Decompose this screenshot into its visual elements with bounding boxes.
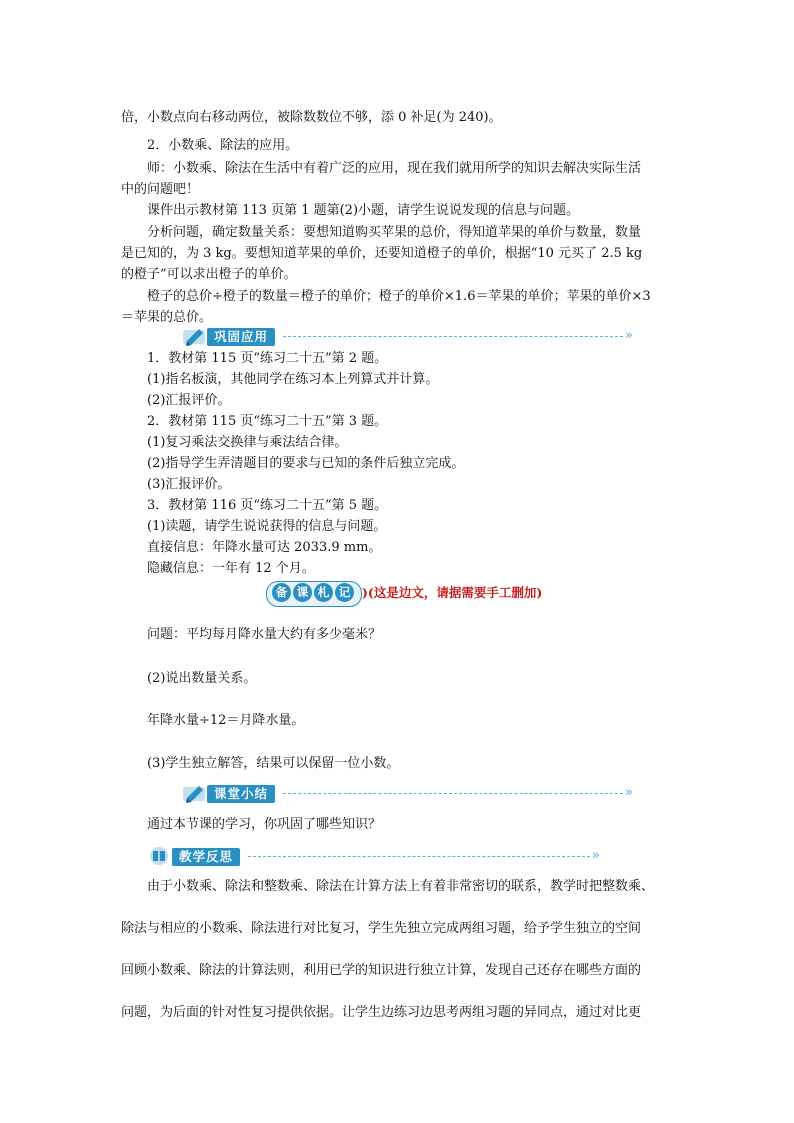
practice-line: 直接信息：年降水量可达 2033.9 mm。 — [147, 540, 382, 555]
body-line: 通过本节课的学习，你巩固了哪些知识？ — [147, 817, 382, 832]
reflection-line: 由于小数乘、除法和整数乘、除法在计算方法上有着非常密切的联系，教学时把整数乘、 — [147, 879, 655, 894]
practice-line: 2．教材第 115 页“练习二十五”第 3 题。 — [147, 414, 388, 429]
practice-line: (1)指名板演，其他同学在练习本上列算式并计算。 — [147, 372, 439, 387]
body-line: (2)说出数量关系。 — [147, 671, 257, 686]
reflection-line: 问题，为后面的针对性复习提供依据。让学生边练习边思考两组习题的异同点，通过对比更 — [121, 1005, 642, 1020]
practice-line: (1)读题，请学生说说获得的信息与问题。 — [147, 519, 387, 534]
body-line: 的橙子”可以求出橙子的单价。 — [121, 267, 297, 282]
practice-line: 3．教材第 116 页“练习二十五”第 5 题。 — [147, 498, 388, 513]
notes-char: 课 — [293, 583, 312, 602]
body-line: (3)学生独立解答，结果可以保留一位小数。 — [147, 756, 400, 771]
section-header-summary — [183, 783, 643, 805]
practice-line: (2)汇报评价。 — [147, 393, 231, 408]
body-line: 倍，小数点向右移动两位，被除数数位不够，添 0 补足(为 240)。 — [121, 110, 502, 125]
practice-line: (2)指导学生弄清题目的要求与已知的条件后独立完成。 — [147, 456, 465, 471]
section-title: 巩固应用 — [207, 328, 275, 346]
notes-char: 备 — [272, 583, 291, 602]
notes-char: 记 — [335, 583, 354, 602]
practice-line: 隐藏信息：一年有 12 个月。 — [147, 561, 315, 576]
section-title: 课堂小结 — [207, 785, 275, 803]
section-header-reflection — [148, 846, 608, 868]
body-line: 分析问题，确定数量关系：要想知道购买苹果的总价，得知道苹果的单价与数量，数量 — [147, 225, 642, 240]
book-icon — [148, 846, 174, 866]
pencil-icon — [183, 326, 209, 346]
practice-line: (3)汇报评价。 — [147, 477, 231, 492]
body-line: 课件出示教材第 113 页第 1 题第(2)小题，请学生说说发现的信息与问题。 — [147, 203, 580, 218]
body-line: 2．小数乘、除法的应用。 — [147, 138, 299, 153]
body-line: 年降水量÷12＝月降水量。 — [147, 713, 305, 728]
double-chevron-icon: » — [592, 848, 600, 863]
double-chevron-icon: » — [625, 785, 633, 800]
body-line: 师：小数乘、除法在生活中有着广泛的应用，现在我们就用所学的知识去解决实际生活 — [147, 161, 642, 176]
body-line: 问题：平均每月降水量大约有多少毫米？ — [147, 627, 382, 642]
practice-line: (1)复习乘法交换律与乘法结合律。 — [147, 435, 348, 450]
body-line: 是已知的，为 3 kg。要想知道苹果的单价，还要知道橙子的单价，根据“10 元买了 2.5 kg — [121, 246, 643, 261]
section-header-consolidate — [183, 326, 643, 348]
reflection-line: 回顾小数乘、除法的计算法则，利用已学的知识进行独立计算，发现自己还存在哪些方面的 — [121, 963, 642, 978]
section-title: 教学反思 — [172, 848, 240, 866]
section-divider — [283, 336, 623, 337]
sidebar-note: )(这是边文，请据需要手工删加) — [362, 585, 543, 600]
reflection-line: 除法与相应的小数乘、除法进行对比复习，学生先独立完成两组习题，给予学生独立的空间 — [121, 921, 642, 936]
notes-char: 札 — [314, 583, 333, 602]
section-divider — [248, 856, 590, 857]
body-line: ＝苹果的总价。 — [121, 310, 213, 325]
body-line: 橙子的总价÷橙子的数量＝橙子的单价；橙子的单价×1.6＝苹果的单价；苹果的单价×3 — [147, 289, 651, 304]
pencil-icon — [183, 783, 209, 803]
practice-line: 1．教材第 115 页“练习二十五”第 2 题。 — [147, 351, 388, 366]
section-divider — [283, 793, 623, 794]
body-line: 中的问题吧！ — [121, 182, 200, 197]
double-chevron-icon: » — [625, 328, 633, 343]
